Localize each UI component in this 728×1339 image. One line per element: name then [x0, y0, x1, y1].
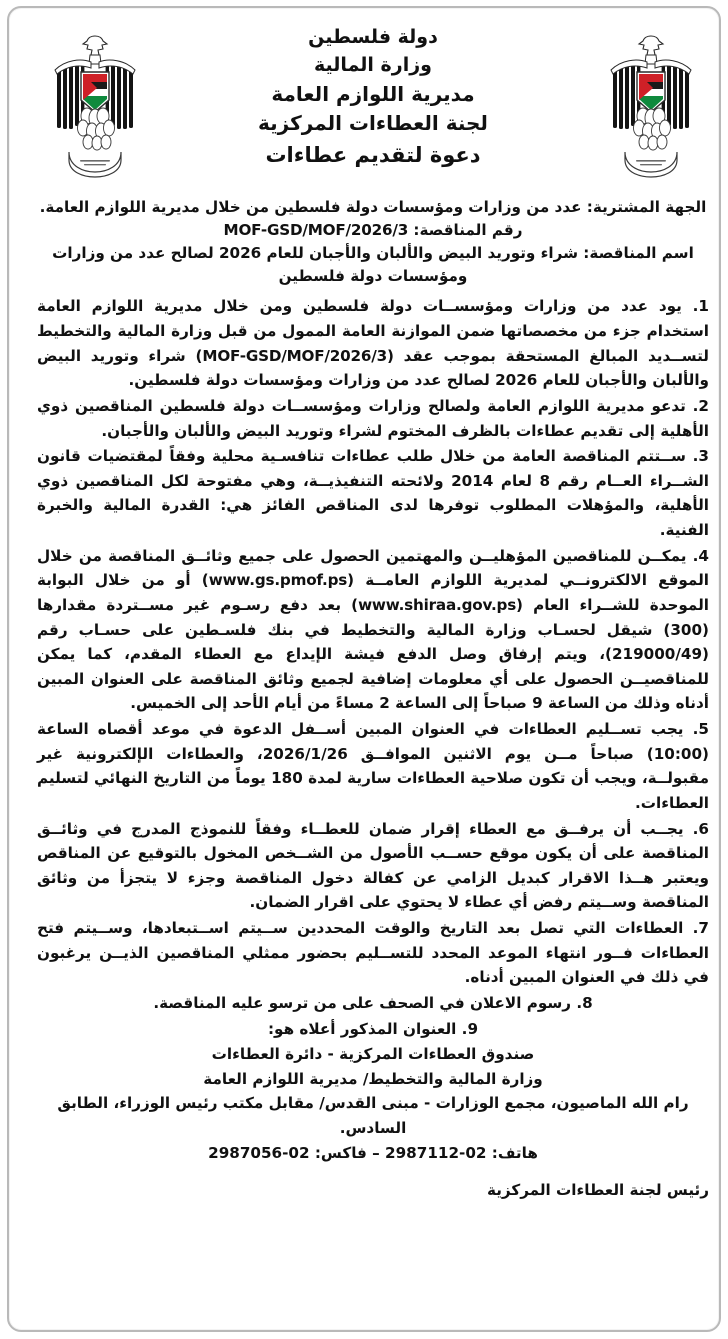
tender-name-line: اسم المناقصة: شراء وتوريد البيض والألبان والأجبان للعام 2026 لصالح عدد من وزارات ومؤسسات دولة فلسطين	[52, 244, 694, 286]
document-border-frame	[7, 6, 721, 1332]
address-line-location: رام الله الماصيون، مجمع الوزارات - مبنى القدس/ مقابل مكتب رئيس الوزراء، الطابق السادس.	[57, 1094, 689, 1137]
palestine-coat-of-arms-icon-right	[603, 30, 699, 182]
clause-8: 8. رسوم الاعلان في الصحف على من ترسو عليه المناقصة.	[153, 993, 593, 1012]
header-line-state: دولة فلسطين	[308, 26, 438, 48]
document-header	[37, 22, 709, 194]
header-titles	[157, 28, 589, 166]
clause-list	[37, 294, 709, 1041]
clause-1: 1. يود عدد من وزارات ومؤسســات دولة فلسطين ومن خلال مديرية اللوازم العامة استخدام جزء من مخصصاتها ضمن الموازنة العامة الممول من قبل وزارة المالية والتخطيط لتســديد المبالغ المستحقة بموجب عقد (MOF-GSD/MOF/2026/3) شراء وتوريد البيض والألبان والأجبان للعام 2026 لصالح عدد من وزارات ومؤسسات دولة فلسطين.	[37, 297, 709, 390]
address-line-ministry: وزارة المالية والتخطيط/ مديرية اللوازم العامة	[203, 1069, 543, 1088]
tender-number-line: رقم المناقصة: MOF-GSD/MOF/2026/3	[223, 221, 523, 240]
header-line-directorate: مديرية اللوازم العامة	[271, 82, 475, 106]
address-line-tender-box: صندوق العطاءات المركزية - دائرة العطاءات	[211, 1045, 535, 1064]
header-line-invitation: دعوة لتقديم عطاءات	[265, 143, 481, 167]
clause-3: 3. ســتتم المناقصة العامة من خلال طلب عطاءات تنافسـية محلية وفقاً لمقتضيات قانون الشــراء العــام رقم 8 لعام 2014 ولائحته التنفيذيــة، وهي مفتوحة لكل المناقصين ذوي الأهلية، والمؤهلات المطلوب توفرها لدى المناقص الفائز هي: القدرة المالية والخبرة الفنية.	[37, 447, 709, 539]
signoff-chairman: رئيس لجنة العطاءات المركزية	[487, 1181, 709, 1200]
header-line-committee: لجنة العطاءات المركزية	[258, 111, 488, 135]
clause-5: 5. يجب تســليم العطاءات في العنوان المبين أســفل الدعوة في موعد أقصاه الساعة (10:00) صباحاً مــن يوم الاثنين الموافــق 2026/1/26، والعطاءات الإلكترونية غير مقبولــة، ويجب أن تكون صلاحية العطاءات سارية لمدة 180 يوماً من التاريخ النهائي لتسليم العطاءات.	[37, 720, 709, 812]
header-line-ministry: وزارة المالية	[314, 54, 432, 76]
address-block	[37, 1042, 709, 1165]
tender-meta	[37, 196, 709, 288]
clause-9: 9. العنوان المذكور أعلاه هو:	[267, 1019, 479, 1038]
buyer-line: الجهة المشترية: عدد من وزارات ومؤسسات دولة فلسطين من خلال مديرية اللوازم العامة.	[39, 198, 707, 216]
clause-2: 2. تدعو مديرية اللوازم العامة ولصالح وزارات ومؤسســات دولة فلسطين المناقصين ذوي الأهلية إلى تقديم عطاءات بالظرف المختوم لشراء وتوريد البيض والألبان والأجبان.	[37, 396, 709, 440]
clause-6: 6. يجــب أن يرفــق مع العطاء إقرار ضمان للعطــاء وفقاً للنموذج المدرج في وثائــق المناقصة على أن يكون موقع حســب الأصول من الشــخص المخول بالتوقيع عن المناقص ويعتبر هــذا الاقرار كبديل الزامي عن كفالة دخول المناقصة وجزء لا يتجزأ من وثائق المناقصة وســيتم رفض أي عطاء لا يحتوي على اقرار الضمان.	[37, 819, 709, 912]
palestine-coat-of-arms-icon-left	[47, 30, 143, 182]
clause-4: 4. يمكــن للمناقصين المؤهليــن والمهتمين الحصول على جميع وثائــق المناقصة من خلال الموقع الالكترونــي لمديرية اللوازم العامــة (www.gs.pmof.ps) أو من خلال البوابة الموحدة للشــراء العام (www.shiraa.gov.ps) بعد دفع رسـوم غير مســتردة مقدارها (300) شيقل لحسـاب وزارة المالية والتخطيط في بنك فلسـطين على حسـاب رقم (219000/49)، ويتم إرفاق وصل الدفع فيشة الإيداع مع العطاء المقدم، كما يمكن للمناقصيــن الحصول على أي معلومات إضافية لجميع وثائق المناقصة على العنوان المبين أدناه وذلك من الساعة 9 صباحاً إلى الساعة 2 مساءً من أيام الأحد إلى الخميس.	[37, 546, 710, 713]
document-content	[25, 18, 721, 1336]
address-line-contact: هاتف: 02-2987112 – فاكس: 02-2987056	[208, 1143, 538, 1162]
clause-7: 7. العطاءات التي تصل بعد التاريخ والوقت المحددين ســيتم اســتبعادها، وســيتم فتح العطاءات فــور انتهاء الموعد المحدد للتســليم بحضور ممثلي المناقصين الذيــن يرغبون في ذلك في العنوان المبين أدناه.	[37, 919, 709, 987]
